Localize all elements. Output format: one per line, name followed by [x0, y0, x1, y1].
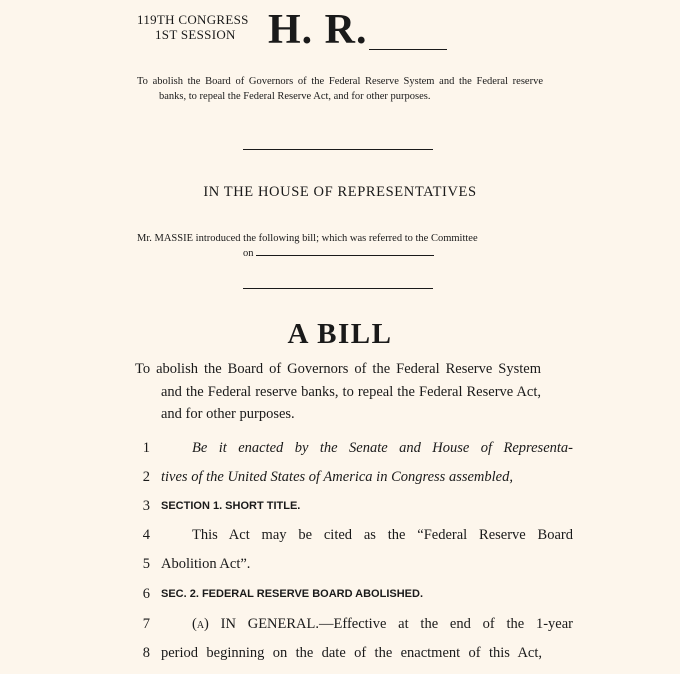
bill-line	[0, 645, 680, 674]
line-number: 7	[142, 616, 150, 632]
bill-line	[0, 469, 680, 498]
congress-session-block	[137, 12, 249, 42]
divider-rule-bottom	[243, 288, 433, 289]
section-heading: SECTION 1. SHORT TITLE.	[161, 500, 301, 512]
bill-line	[0, 586, 680, 615]
sponsor-prefix: Mr.	[137, 233, 152, 244]
introduction-text: introduced the following bill; which was referred to the Committee	[195, 233, 478, 244]
line-number: 8	[142, 645, 150, 661]
introduction-line	[137, 231, 543, 246]
committee-blank	[256, 246, 434, 256]
summary-title: To abolish the Board of Governors of the Federal Reserve System and the Federal reserve banks, to repeal the Federal Reserve Act, and for other purposes.	[137, 76, 543, 102]
subsection-text	[161, 616, 573, 633]
line-number: 2	[142, 469, 150, 485]
subsection-heading: (a) IN GENERAL.	[192, 616, 320, 632]
introduction-block	[137, 231, 543, 261]
congress-label: 119TH CONGRESS	[137, 12, 249, 27]
sponsor-name: MASSIE	[154, 233, 194, 244]
bill-line	[0, 440, 680, 469]
long-title: To abolish the Board of Governors of the Federal Reserve System and the Federal reserve banks, to repeal the Federal Reserve Act, and for other purposes.	[135, 361, 541, 422]
subsection-text-continued: period beginning on the date of the enactment of this Act,	[161, 645, 542, 661]
committee-on-label: on	[243, 248, 254, 259]
short-title-text-continued: Abolition Act”.	[161, 556, 251, 572]
subsection-body: —Effective at the end of the 1-year	[319, 616, 573, 632]
bill-line	[0, 556, 680, 585]
section-heading: SEC. 2. FEDERAL RESERVE BOARD ABOLISHED.	[161, 588, 424, 600]
short-title-text: This Act may be cited as the “Federal Reserve Board	[192, 527, 573, 543]
session-label: 1ST SESSION	[155, 27, 236, 42]
line-number: 4	[142, 527, 150, 543]
enacting-clause: Be it enacted by the Senate and House of Representa-	[192, 440, 573, 456]
enacting-clause-continued: tives of the United States of America in Congress assembled,	[161, 469, 513, 485]
bill-line	[0, 498, 680, 527]
bill-designation: H. R.	[268, 7, 368, 53]
line-number: 5	[142, 556, 150, 572]
committee-line	[137, 246, 543, 261]
divider-rule-top	[243, 149, 433, 150]
bill-line	[0, 527, 680, 556]
line-number: 6	[142, 586, 150, 602]
line-number: 1	[142, 440, 150, 456]
bill-heading: A BILL	[287, 318, 393, 350]
bill-line	[0, 616, 680, 645]
bill-number-blank	[369, 49, 447, 50]
chamber-heading: IN THE HOUSE OF REPRESENTATIVES	[203, 184, 477, 200]
line-number: 3	[142, 498, 150, 514]
